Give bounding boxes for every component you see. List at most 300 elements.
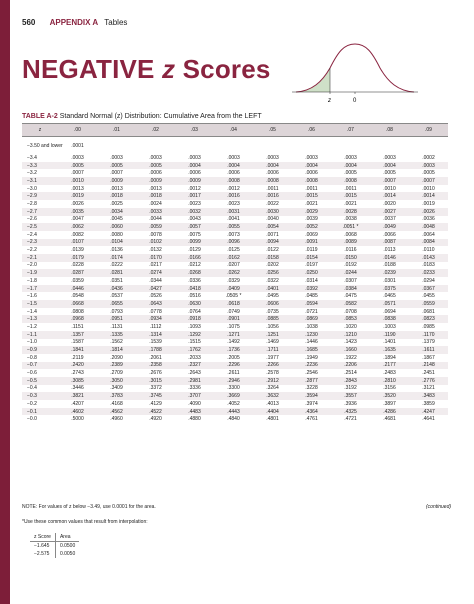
area-cell: .0233 (409, 269, 448, 277)
area-cell: .0016 (214, 192, 253, 200)
area-cell: .0039 (305, 216, 318, 223)
area-cell: .0643 (136, 300, 175, 308)
area-cell: .0192 (344, 262, 357, 269)
z-value-cell: −2.6 (27, 216, 37, 223)
area-cell: .4483 (175, 408, 214, 416)
area-cell: .2709 (110, 370, 123, 377)
area-cell: .0869 (292, 315, 331, 323)
z-value-cell: −1.4 (27, 308, 37, 315)
area-cell: .0071 (266, 231, 279, 238)
area-cell: .0026 (409, 208, 448, 216)
area-cell: .0427 (136, 285, 175, 293)
table-row (22, 392, 448, 400)
area-cell: .1660 (331, 346, 370, 354)
area-cell: .2946 (214, 377, 253, 385)
area-cell: .0179 (58, 254, 97, 262)
area-cell: .0594 (292, 300, 331, 308)
interp-z: −2.575 (34, 551, 50, 557)
table-row (22, 208, 448, 216)
area-cell: .0026 (71, 200, 84, 207)
area-cell: .0037 (383, 216, 396, 223)
area-cell: .0031 (214, 208, 253, 216)
area-cell: .2676 (149, 370, 162, 377)
table-row (22, 308, 448, 316)
area-cell: .0359 (71, 277, 84, 284)
area-cell: .4522 (136, 408, 175, 416)
area-cell: .1515 (188, 339, 201, 346)
z-axis-label: z (328, 98, 331, 104)
area-cell: .0068 (344, 231, 357, 238)
area-cell: .3745 (136, 392, 175, 400)
area-cell: .1446 (305, 339, 318, 346)
table-row (22, 292, 448, 300)
area-cell: .0003 (188, 154, 201, 161)
area-cell: .0023 (227, 200, 240, 207)
area-cell: .0003 (266, 154, 279, 161)
area-cell: .3156 (383, 385, 396, 392)
area-cell: .0008 (253, 177, 292, 185)
area-cell: .0009 (136, 177, 175, 185)
area-cell: .4168 (110, 400, 123, 407)
area-cell: .3669 (214, 392, 253, 400)
area-cell: .0003 (227, 154, 240, 161)
area-cell: .0143 (409, 254, 448, 262)
area-cell: .0041 (227, 216, 240, 223)
area-cell: .2206 (331, 362, 370, 370)
area-cell: .4052 (227, 400, 240, 407)
area-cell: .0024 (149, 200, 162, 207)
area-cell: .0281 (97, 269, 136, 277)
area-cell: .0212 (188, 262, 201, 269)
area-cell: .0136 (110, 247, 123, 254)
area-cell: .1251 (253, 331, 292, 339)
area-cell: .0006 (266, 170, 279, 177)
area-cell (175, 137, 214, 155)
area-cell: .1038 (305, 323, 318, 330)
area-cell: .0006 (149, 170, 162, 177)
table-row (22, 369, 448, 377)
area-cell: .0166 (175, 254, 214, 262)
area-cell: .0901 (214, 315, 253, 323)
area-cell: .0013 (71, 185, 84, 192)
area-cell: .0038 (344, 216, 357, 223)
area-cell: .0154 (292, 254, 331, 262)
area-cell: .0035 (58, 208, 97, 216)
area-cell: .3409 (110, 385, 123, 392)
area-cell: .0078 (149, 231, 162, 238)
column-header: .03 (175, 124, 214, 137)
area-cell: .0003 (149, 154, 162, 161)
area-cell: .0018 (136, 192, 175, 200)
area-cell: .0351 (110, 277, 123, 284)
area-cell: .3897 (383, 400, 396, 407)
area-cell: .1762 (175, 346, 214, 354)
area-cell: .0401 (253, 285, 292, 293)
table-row (22, 246, 448, 254)
z-value-cell: −0.1 (22, 408, 58, 416)
z-value-cell: −0.9 (22, 346, 58, 354)
area-cell: .0367 (409, 285, 448, 293)
area-cell: .1401 (383, 339, 396, 346)
area-cell: .0020 (383, 200, 396, 207)
area-cell: .0025 (110, 200, 123, 207)
area-cell: .4013 (266, 400, 279, 407)
page-edge-strip (0, 0, 10, 604)
area-cell: .0228 (71, 262, 84, 269)
area-cell: .4129 (149, 400, 162, 407)
table-row (22, 200, 448, 208)
area-cell: .0055 (214, 223, 253, 231)
area-cell: .0158 (253, 254, 292, 262)
table-row (22, 300, 448, 308)
z-value-cell: −1.3 (22, 315, 58, 323)
area-cell: .0017 (175, 192, 214, 200)
table-title (22, 113, 262, 120)
z-value-cell: −1.1 (22, 331, 58, 339)
area-cell: .0049 (370, 223, 409, 231)
title-suffix: Scores (175, 54, 271, 84)
area-cell: .2483 (383, 370, 396, 377)
area-cell: .0054 (253, 223, 292, 231)
area-cell: .4443 (214, 408, 253, 416)
area-cell: .0314 (305, 277, 318, 284)
area-cell: .0455 (422, 293, 435, 300)
area-cell: .0694 (383, 308, 396, 315)
interpolation-note: *Use these common values that result from interpolation: (22, 519, 148, 525)
area-cell: .0207 (227, 262, 240, 269)
area-cell: .2776 (409, 377, 448, 385)
z-value-cell: −2.0 (27, 262, 37, 269)
area-cell: .0618 (214, 300, 253, 308)
z-value-cell: −2.7 (22, 208, 58, 216)
area-cell: .0268 (175, 269, 214, 277)
z-value-cell: −2.4 (27, 231, 37, 238)
area-cell: .0139 (71, 247, 84, 254)
area-cell: .4090 (188, 400, 201, 407)
area-cell: .2148 (409, 362, 448, 370)
asterisk-mark: * (238, 293, 242, 300)
area-cell: .2877 (292, 377, 331, 385)
area-cell (214, 137, 253, 155)
table-row (22, 415, 448, 423)
table-row (22, 169, 448, 177)
area-cell: .0418 (175, 285, 214, 293)
area-cell: .3520 (370, 392, 409, 400)
area-cell: .0102 (136, 239, 175, 247)
z-value-cell: −0.4 (27, 385, 37, 392)
area-cell: .0446 (58, 285, 97, 293)
area-cell: .0307 (344, 277, 357, 284)
area-cell: .4801 (266, 416, 279, 423)
area-cell: .2090 (110, 354, 123, 361)
area-cell: .0217 (149, 262, 162, 269)
column-header: .08 (370, 124, 409, 137)
area-cell: .0735 (266, 308, 279, 315)
area-cell: .0322 (266, 277, 279, 284)
table-row (22, 331, 448, 339)
table-body (22, 137, 448, 424)
area-cell: .0301 (383, 277, 396, 284)
area-cell: .3783 (97, 392, 136, 400)
area-cell: .0014 (370, 192, 409, 200)
area-cell: .1492 (227, 339, 240, 346)
area-cell: .0040 (266, 216, 279, 223)
z-value-cell: −3.4 (27, 154, 37, 161)
area-cell: .0004 (370, 162, 409, 170)
area-cell: .4960 (110, 416, 123, 423)
area-cell: .0080 (110, 231, 123, 238)
area-cell: .0132 (149, 247, 162, 254)
area-cell: .2005 (227, 354, 240, 361)
area-cell: .0005 (58, 162, 97, 170)
area-cell: .0708 (344, 308, 357, 315)
area-cell: .0027 (370, 208, 409, 216)
area-cell (292, 137, 331, 155)
area-cell: .0019 (58, 192, 97, 200)
area-cell: .1423 (344, 339, 357, 346)
area-cell: .3085 (58, 377, 97, 385)
area-cell: .3936 (344, 400, 357, 407)
area-cell: .0007 (110, 170, 123, 177)
z-value-cell: −0.6 (27, 370, 37, 377)
interpolation-table (30, 533, 79, 558)
area-cell: .0606 (253, 300, 292, 308)
area-cell: .0170 (136, 254, 175, 262)
area-cell: .0033 (136, 208, 175, 216)
area-cell: .0008 (214, 177, 253, 185)
area-cell: .4681 (383, 416, 396, 423)
area-cell: .0244 (331, 269, 370, 277)
area-cell: .0082 (71, 231, 84, 238)
area-cell: .0044 (149, 216, 162, 223)
area-cell: .0122 (266, 247, 279, 254)
area-cell: .3974 (305, 400, 318, 407)
interp-area: 0.0500 (55, 542, 79, 551)
z-value-cell: −1.2 (27, 323, 37, 330)
column-header: .09 (409, 124, 448, 137)
area-cell: .0150 (331, 254, 370, 262)
area-cell: .3372 (149, 385, 162, 392)
area-cell: .0110 (422, 247, 435, 254)
area-cell (97, 137, 136, 155)
table-row (22, 277, 448, 285)
area-cell: .4207 (71, 400, 84, 407)
area-cell: .2451 (422, 370, 435, 377)
area-cell: .0009 (175, 177, 214, 185)
area-cell: .0985 (422, 323, 435, 330)
table-row (22, 269, 448, 277)
section-label: Tables (104, 18, 128, 27)
area-cell: .0021 (305, 200, 318, 207)
area-cell: .0091 (292, 239, 331, 247)
area-cell: .0436 (97, 285, 136, 293)
area-cell: .0113 (383, 247, 396, 254)
interp-z: −1.645 (34, 543, 50, 549)
area-cell: .1314 (136, 331, 175, 339)
table-row (22, 408, 448, 416)
area-cell: .0008 (331, 177, 370, 185)
column-header: .05 (253, 124, 292, 137)
area-cell: .4880 (188, 416, 201, 423)
area-cell: .0485 (305, 293, 318, 300)
area-cell: .3228 (305, 385, 318, 392)
area-cell: .0668 (58, 300, 97, 308)
area-cell: .3121 (422, 385, 435, 392)
table-row (22, 239, 448, 247)
table-row (22, 185, 448, 193)
area-cell: .0465 (383, 293, 396, 300)
table-row (22, 154, 448, 162)
area-cell: .4840 (227, 416, 240, 423)
z-value-cell: −0.5 (22, 377, 58, 385)
area-cell: .0048 (409, 223, 448, 231)
area-cell: .0823 (409, 315, 448, 323)
area-cell: .0015 (292, 192, 331, 200)
area-cell: .2327 (175, 362, 214, 370)
area-cell: .0060 (97, 223, 136, 231)
area-cell: .0003 (305, 154, 318, 161)
table-caption: Standard Normal (z) Distribution: Cumulative Area from the LEFT (57, 113, 262, 120)
bell-curve (296, 44, 414, 92)
area-cell: .1379 (422, 339, 435, 346)
area-cell: .0021 (344, 200, 357, 207)
area-cell: .2236 (292, 362, 331, 370)
title-prefix: NEGATIVE (22, 54, 163, 84)
area-cell: .0344 (149, 277, 162, 284)
z-value-cell: −0.0 (27, 416, 37, 423)
area-cell: .1949 (305, 354, 318, 361)
area-cell: .0028 (331, 208, 370, 216)
area-cell: .2843 (331, 377, 370, 385)
area-cell: .0007 (71, 170, 84, 177)
z-value-cell: −2.3 (22, 239, 58, 247)
area-cell: .1867 (422, 354, 435, 361)
area-cell: .2266 (253, 362, 292, 370)
table-row (22, 285, 448, 293)
area-cell: .4721 (344, 416, 357, 423)
area-cell: .0057 (175, 223, 214, 231)
area-cell: .4920 (149, 416, 162, 423)
area-cell: .0087 (370, 239, 409, 247)
area-cell (136, 137, 175, 155)
area-cell: .0183 (422, 262, 435, 269)
z-table (22, 123, 448, 423)
area-cell: .0010 (58, 177, 97, 185)
area-cell: .2810 (370, 377, 409, 385)
z-value-cell: −2.2 (27, 247, 37, 254)
page-header (22, 18, 127, 27)
area-cell: .0002 (422, 154, 435, 161)
z-value-cell: −0.8 (27, 354, 37, 361)
interp-header-row (30, 533, 79, 542)
area-cell: .0721 (305, 308, 318, 315)
area-cell: .0384 (331, 285, 370, 293)
area-cell: .0197 (305, 262, 318, 269)
area-cell: .1587 (71, 339, 84, 346)
area-cell: .0918 (175, 315, 214, 323)
area-cell: .0043 (188, 216, 201, 223)
area-cell: .1020 (344, 323, 357, 330)
area-cell: .0162 (214, 254, 253, 262)
area-cell: .0559 (409, 300, 448, 308)
z-value-cell: −1.9 (22, 269, 58, 277)
area-cell: .1075 (227, 323, 240, 330)
area-cell: .0001 (71, 142, 84, 149)
area-cell: .3707 (175, 392, 214, 400)
z-value-cell: −1.0 (27, 339, 37, 346)
area-cell: .0094 (253, 239, 292, 247)
area-cell: .0084 (409, 239, 448, 247)
table-row (22, 254, 448, 262)
area-cell: .4325 (331, 408, 370, 416)
area-cell: .4364 (292, 408, 331, 416)
area-cell: .3050 (97, 377, 136, 385)
area-cell: .0047 (71, 216, 84, 223)
area-cell: .0778 (149, 308, 162, 315)
area-cell: .1271 (214, 331, 253, 339)
z-value-cell: −1.8 (27, 277, 37, 284)
area-cell: .0011 (344, 185, 357, 192)
z-value-cell: −2.5 (22, 223, 58, 231)
area-cell: .1922 (344, 354, 357, 361)
area-cell: .0256 (253, 269, 292, 277)
area-cell: .0018 (97, 192, 136, 200)
normal-curve-diagram (292, 36, 418, 108)
area-cell: .0011 (266, 185, 279, 192)
area-cell: .3632 (253, 392, 292, 400)
area-cell: .0034 (97, 208, 136, 216)
area-cell: .0022 (266, 200, 279, 207)
z-value-cell: −3.0 (27, 185, 37, 192)
area-cell: .0004 (175, 162, 214, 170)
area-cell: .0009 (97, 177, 136, 185)
interp-header-z: z Score (30, 533, 55, 542)
area-cell: .1562 (110, 339, 123, 346)
area-cell: .1736 (214, 346, 253, 354)
table-row (22, 339, 448, 347)
area-cell: .0015 (331, 192, 370, 200)
area-cell: .4404 (253, 408, 292, 416)
table-row (22, 192, 448, 200)
area-cell: .0007 (370, 177, 409, 185)
area-cell: .0582 (331, 300, 370, 308)
area-cell: .2981 (175, 377, 214, 385)
table-row (22, 354, 448, 362)
table-header-row (22, 124, 448, 137)
shaded-left-area (296, 68, 330, 92)
area-cell: .1357 (58, 331, 97, 339)
z-value-cell: −1.5 (22, 300, 58, 308)
area-cell: .0004 (331, 162, 370, 170)
continued-label: (continued) (426, 504, 452, 510)
area-cell: .1210 (331, 331, 370, 339)
area-cell: .3300 (227, 385, 240, 392)
area-cell: .0119 (305, 247, 318, 254)
area-cell: .3557 (331, 392, 370, 400)
column-header: z (22, 124, 58, 137)
area-cell: .1685 (292, 346, 331, 354)
area-cell (409, 137, 448, 155)
column-header: .07 (331, 124, 370, 137)
z-value-cell: −3.1 (22, 177, 58, 185)
area-cell: .1841 (58, 346, 97, 354)
area-cell: .1093 (188, 323, 201, 330)
area-cell: .2033 (188, 354, 201, 361)
area-cell: .0073 (227, 231, 240, 238)
area-cell: .0005 (97, 162, 136, 170)
page-title (22, 54, 271, 85)
column-header: .02 (136, 124, 175, 137)
